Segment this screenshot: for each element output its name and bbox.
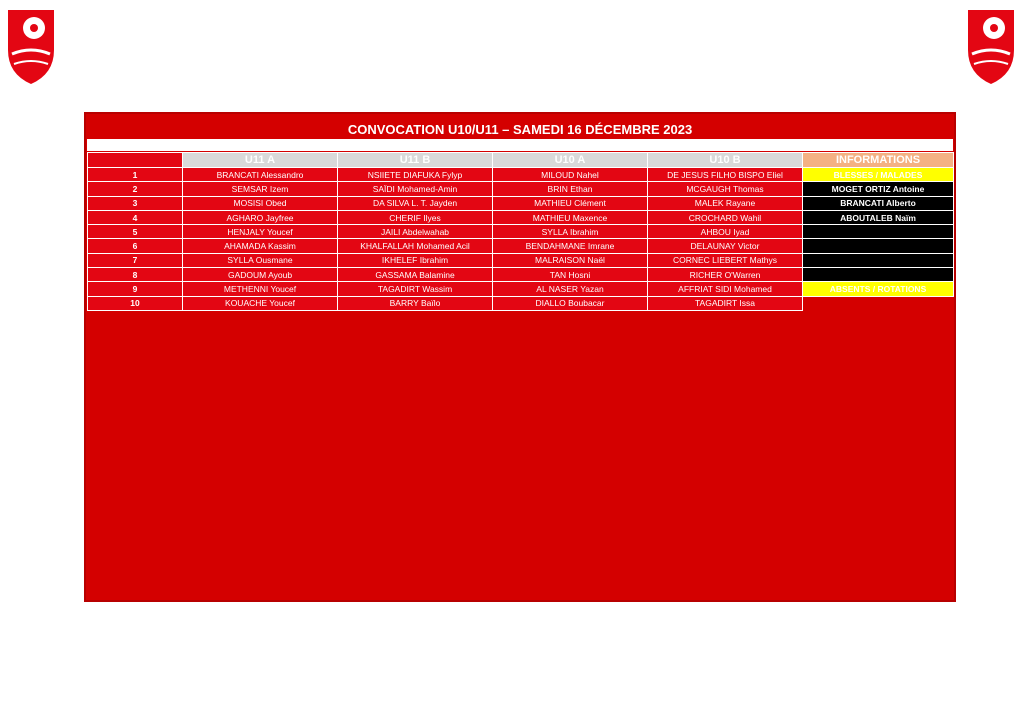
info-player: BRANCATI Alberto [803,196,954,210]
table-row [88,168,954,182]
player-name: GASSAMA Balamine [338,268,493,282]
player-name: BENDAHMANE Imrane [493,239,648,253]
player-name: MATHIEU Maxence [493,210,648,224]
team-header: U11 B [338,153,493,168]
sheet-title: CONVOCATION U10/U11 – SAMEDI 16 DÉCEMBRE 2023 [347,122,693,137]
player-name: IKHELEF Ibrahim [338,253,493,267]
team-header: U10 B [648,153,803,168]
player-name: KHALFALLAH Mohamed Acil [338,239,493,253]
player-name: AFFRIAT SIDI Mohamed [648,282,803,296]
team-header: U11 A [183,153,338,168]
player-name: TAGADIRT Issa [648,296,803,310]
table-row [88,182,954,196]
player-name: DA SILVA L. T. Jayden [338,196,493,210]
blesses-label: BLESSES / MALADES [803,168,954,182]
club-logo-right [964,6,1018,86]
player-name: SAÏDI Mohamed-Amin [338,182,493,196]
club-logo-left [4,6,58,86]
player-number: 7 [88,253,183,267]
player-name: DE JESUS FILHO BISPO Eliel [648,168,803,182]
player-name: MALEK Rayane [648,196,803,210]
player-name: AHAMADA Kassim [183,239,338,253]
player-name: MILOUD Nahel [493,168,648,182]
table-row [88,268,954,282]
player-name: HENJALY Youcef [183,225,338,239]
player-number: 1 [88,168,183,182]
team-header: INFORMATIONS [803,153,954,168]
table-row [88,196,954,210]
player-name: MATHIEU Clément [493,196,648,210]
player-name: SYLLA Ibrahim [493,225,648,239]
info-empty [803,225,954,239]
player-name: BRIN Ethan [493,182,648,196]
table-row [88,225,954,239]
player-name: CHERIF Ilyes [338,210,493,224]
player-name: CORNEC LIEBERT Mathys [648,253,803,267]
player-name: DIALLO Boubacar [493,296,648,310]
player-name: MALRAISON Naël [493,253,648,267]
player-name: TAN Hosni [493,268,648,282]
convocation-sheet [84,112,956,602]
player-name: TAGADIRT Wassim [338,282,493,296]
info-empty [803,268,954,282]
info-player: ABOUTALEB Naïm [803,210,954,224]
player-name: MOSISI Obed [183,196,338,210]
info-player: MOGET ORTIZ Antoine [803,182,954,196]
team-header: U10 A [493,153,648,168]
player-name: NSIIETE DIAFUKA Fylyp [338,168,493,182]
player-number: 3 [88,196,183,210]
player-name: JAILI Abdelwahab [338,225,493,239]
player-name: BRANCATI Alessandro [183,168,338,182]
player-name: GADOUM Ayoub [183,268,338,282]
player-name: MCGAUGH Thomas [648,182,803,196]
player-name: BARRY Baïlo [338,296,493,310]
player-number: 6 [88,239,183,253]
player-number: 2 [88,182,183,196]
player-name: RICHER O'Warren [648,268,803,282]
player-number: 10 [88,296,183,310]
spacer-band [87,139,953,151]
player-name: AGHARO Jayfree [183,210,338,224]
corner-cell [88,153,183,168]
header-row [88,153,954,168]
player-name: SYLLA Ousmane [183,253,338,267]
player-number: 4 [88,210,183,224]
table-row [88,282,954,296]
player-name: KOUACHE Youcef [183,296,338,310]
table-body [88,153,954,311]
table-row [88,296,954,310]
player-name: SEMSAR Izem [183,182,338,196]
info-empty [803,239,954,253]
player-number: 8 [88,268,183,282]
player-name: DELAUNAY Victor [648,239,803,253]
table-row [88,210,954,224]
absents-label: ABSENTS / ROTATIONS [803,282,954,296]
player-number: 9 [88,282,183,296]
table-row [88,239,954,253]
player-name: METHENNI Youcef [183,282,338,296]
player-name: AHBOU Iyad [648,225,803,239]
info-empty [803,253,954,267]
table-row [88,253,954,267]
convocation-table [87,152,954,311]
player-number: 5 [88,225,183,239]
player-name: CROCHARD Wahil [648,210,803,224]
player-name: AL NASER Yazan [493,282,648,296]
